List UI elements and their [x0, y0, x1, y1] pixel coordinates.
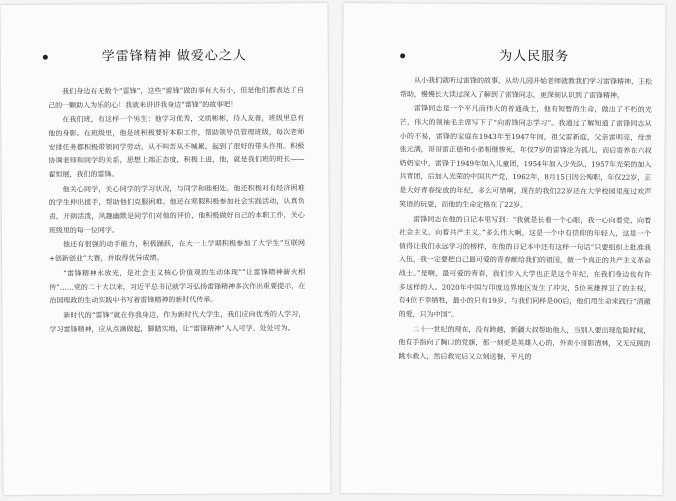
left-document-page [1, 3, 331, 495]
paragraph: 雷锋同志在他的日记本里写到：“我就是长着一个心眼，我一心向着党，向着社会主义，向着共产主义。”多么伟大啊，这是一个中有信仰的年轻人，这是一个值得让我们永远学习的榜样，在他的日记本中还有这样一句话“只要组织上批准我入伍，我一定要把自己最可爱的青春献给我们的祖国，做一个真正的共产主义革命战士。”是啊，最可爱的青春，我们步入大学也正是这个年纪，在我们身边也有许多这样的人。2020年中国与印度边界地区发生了冲突，5位英雄捍卫了的主权，有4位不幸牺牲，最小的只有19岁，与我们同样是00后，他们用生命来践行“清澈的爱，只为中国”。 [398, 214, 652, 319]
left-page-body [48, 84, 306, 337]
paragraph: 雷锋同志是一个平凡而伟大的普通战士，他有短暂的生命，做出了不朽的光芒，伟大的领袖毛主席写下了“向雷锋同志学习”。我通过了解知道了雷锋同志从小的不易，雷锋的家庭在1943年至1947年间，祖父雷新庭，父亲雷明亮，母亲张元满，哥哥雷正德和小弟相继惨死，年仅7岁的雷锋沦为孤儿，而后寄养在六叔奶奶家中，雷锋于1949年加入儿童团，1954年加入少先队，1957年光荣的加入共青团，后加入光荣的中国共产党，1962年，8月15日因公殉职，年仅22岁，正是大好青春绽放的年纪，多么可惜啊，现在的我们22岁还在大学校园里度过欢声笑语的玩耍，而他的生命定格在了22岁。 [399, 104, 652, 209]
paragraph: “雷锋精神永放光，是社会主义核心价值观的生动体现”“让雷锋精神薪火相传”……党的二十大以来，习近平总书记就学习弘扬雷锋精神多次作出重要提示，在治国理政的生动实践中书写着雷锋精神的新时代传承。 [49, 268, 306, 305]
paragraph: 他还有很强的动手能力，积极踊跃，在大一上学期积极参加了大学生“互联网+创新创业”大赛，并取得优异成绩。 [49, 239, 305, 263]
paragraph: 二十一世纪的现在，没有跨越，新疆大叔帮助他人，当别人要出现危险时候，他有手指向了胸口的党旗，那一刻更是英雄人心的，外卖小哥影清林，又无反顾的跳水救人，然后救完后又立刻送餐，平凡的 [398, 325, 651, 361]
left-page-title: 学雷锋精神 做爱心之人 [101, 48, 247, 65]
paragraph: 新时代的“雷锋”就在你我身边，作为新时代大学生，我们应向优秀的人学习，学习雷锋精神，应从点滴做起，脚踏实地，让“雷锋精神”人人可学、处处可为。 [49, 310, 306, 334]
right-page-body [398, 74, 652, 365]
paragraph: 我们身边有无数个“雷锋”，这些“雷锋”做的事有大有小，但是他们都表达了自己的一颗助人为乐的心！我就来讲讲我身边“雷锋”的故事吧！ [48, 86, 305, 110]
paragraph: 在我们班，有这样一个男生：他学习优秀，文质彬彬，待人友善，班级里总有他的身影。在班级里，他是班积极要好本职工作，帮助领导员管理班级，每次老师安排任务都积极带领同学劳动，从不叫苦从不喊累，起到了很好的带头作用。积极协调老师和同学的关系，思想上端正态度，积极上进，他，就是我们班的班长——翟恒展，我们的雷锋。 [48, 114, 305, 179]
paragraph: 他关心同学，关心同学的学习状况，与同学和睦相处。他还积极对有经济困难的学生伸出援手，帮助他们克服困难。他还在寒假积极参加社会实践活动，认真负责，开朗活泼，风趣幽默是同学们对他的评价，他积极做好自己的本职工作，关心班级里的每一位同学。 [48, 183, 305, 235]
right-page-title: 为人民服务 [499, 48, 570, 65]
right-document-page [341, 3, 666, 495]
paragraph: 从小我们就听过雷锋的故事，从幼儿园开始老师就教我们学习雷锋精神，王松帮助，慢慢长大读过深入了解到了雷锋同志，更深刻认识到了雷锋精神。 [399, 76, 653, 100]
